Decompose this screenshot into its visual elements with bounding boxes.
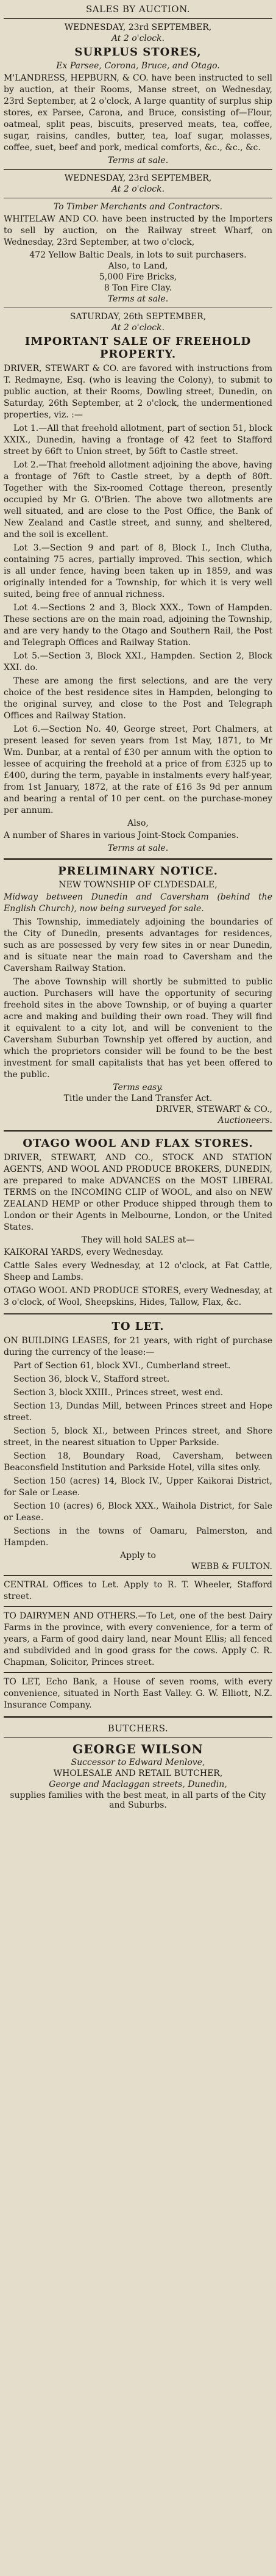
ad-title: SURPLUS STORES, bbox=[74, 46, 202, 59]
ad-title-note: Title under the Land Transfer Act. bbox=[63, 1094, 213, 1103]
section-item: Section 150 (acres) 14, Block IV., Upper Kaikorai District, for Sale or Lease. bbox=[4, 1476, 272, 1498]
lot-item: Lot 4.—Sections 2 and 3, Block XXX., Town of Hampden. These sections are on the main road, adjoining the Township, and are very handy to the Otago and Southern Rail, the Post and Telegraph Offices and Railway Station. bbox=[4, 603, 272, 648]
ad-title: IMPORTANT SALE OF FREEHOLD PROPERTY. bbox=[24, 335, 252, 361]
section-item: Section 5, block XI., between Princes street, and Shore street, in the nearest situation to Upper Parkside. bbox=[4, 1426, 272, 1448]
firm-name: DRIVER, STEWART & CO., bbox=[155, 1105, 272, 1114]
sale-location: Cattle Sales every Wednesday, at 12 o'clock, at Fat Cattle, Sheep and Lambs. bbox=[4, 1261, 272, 1282]
ad-intro: DRIVER, STEWART & CO. are favored with instructions from T. Redmayne, Esq. (who is leaving the Colony), to submit to public auction, at their Rooms, Dowling street, Dunedin, on Saturday, 26th September, at 2 o'clock, the undermentioned properties, viz. :— bbox=[4, 364, 272, 420]
ad-body: TO DAIRYMEN AND OTHERS.—To Let, one of the best Dairy Farms in the province, with every convenience, for a term of years, a Farm of good dairy land, near Mount Ellis; all fenced and subdivided and in good grass for the cows. Apply C. R. Chapman, Solicitor, Princes street. bbox=[4, 1611, 272, 1667]
terms: Terms at sale. bbox=[107, 156, 169, 165]
newspaper-column bbox=[4, 0, 272, 1810]
divider bbox=[4, 1575, 272, 1576]
sale-time: At 2 o'clock. bbox=[111, 184, 165, 194]
divider bbox=[4, 1716, 272, 1718]
successor-note: Successor to Edward Menlove, bbox=[71, 1758, 205, 1767]
address: George and Maclaggan streets, Dunedin, bbox=[49, 1780, 227, 1789]
ad-title: PRELIMINARY NOTICE. bbox=[58, 865, 218, 878]
ad-body: CENTRAL Offices to Let. Apply to R. T. Wheeler, Stafford street. bbox=[4, 1580, 272, 1601]
ad-title: TO LET. bbox=[111, 1320, 165, 1333]
ad-also: Also, to Land, bbox=[108, 261, 168, 271]
lot-item: Lot 2.—That freehold allotment adjoining the above, having a frontage of 76ft to Castle street, by a depth of 80ft. Together with the Six-roomed Cottage thereon, presently occupied by Mr G. O'Brien. The above two allotments are well situated, and are close to the Post Office, the Bank of New Zealand and Castle street, and sunny, and sheltered, and the soil is excellent. bbox=[4, 460, 272, 539]
proprietor-name: GEORGE WILSON bbox=[73, 1742, 203, 1756]
section-item: Sections in the towns of Oamaru, Palmerston, and Hampden. bbox=[4, 1526, 272, 1548]
divider bbox=[4, 1672, 272, 1673]
section-header: BUTCHERS. bbox=[107, 1723, 169, 1734]
divider bbox=[4, 1737, 272, 1738]
section-item: Part of Section 61, block XVI., Cumberland street. bbox=[13, 1361, 231, 1371]
section-header: SALES BY AUCTION. bbox=[85, 4, 191, 15]
lot-item: These are among the first selections, and are the very choice of the best residence sites in Hampden, belonging to the original survey, and close to the Post and Telegraph Offices and Railway Station. bbox=[4, 676, 272, 721]
lot-item: Lot 6.—Section No. 40, George street, Port Chalmers, at present leased for seven years from 1st May, 1871, to Mr Wm. Dunbar, at a rental of £30 per annum with the option to lessee of acquiring the freehold at a price of from £325 up to £400, during the term, payable in instalments every half-year, from 1st January, 1872, at the rate of £16 3s 9d per annum and bearing a rental of 10 per cent. on the purchase-money per annum. bbox=[4, 724, 272, 815]
divider bbox=[4, 18, 272, 19]
lot-item: Lot 3.—Section 9 and part of 8, Block I., Inch Clutha, containing 75 acres, partially improved. This section, which is all under fence, having been taken up in 1859, and was originally intended for a Township, for which it is very well suited, being free of annual richness. bbox=[4, 543, 272, 599]
sale-date: SATURDAY, 26th SEPTEMBER, bbox=[69, 312, 207, 322]
sale-date: WEDNESDAY, 23rd SEPTEMBER, bbox=[64, 23, 212, 32]
terms: Terms at sale. bbox=[107, 294, 169, 304]
ad-item: 472 Yellow Baltic Deals, in lots to suit purchasers. bbox=[29, 250, 247, 260]
apply-to: Apply to bbox=[120, 1551, 156, 1560]
trade: WHOLESALE AND RETAIL BUTCHER, bbox=[53, 1769, 223, 1778]
ad-body: WHITELAW AND CO. have been instructed by the Importers to sell by auction, on the Railway street Wharf, on Wednesday, 23rd September, at two o'clock, bbox=[4, 214, 272, 247]
divider bbox=[4, 858, 272, 860]
terms: Terms easy. bbox=[113, 1083, 163, 1092]
divider bbox=[4, 169, 272, 170]
lot-item: Lot 1.—All that freehold allotment, part of section 51, block XXIX., Dunedin, having a frontage of 42 feet to Stafford street by 66ft to Union street, by 56ft to Castle street. bbox=[4, 424, 272, 456]
supply-note: supplies families with the best meat, in all parts of the City and Suburbs. bbox=[10, 1791, 266, 1810]
ad-body: M'LANDRESS, HEPBURN, & CO. have been instructed to sell by auction, at their Rooms, Manse street, on Wednesday, 23rd September, at 2 o'clock, A large quantity of surplus ship stores, ex Parsee, Carona, and Bruce, consisting of—Flour, oatmeal, split peas, biscuits, preserved meats, tea, coffee, sugar, raisins, candles, butter, tea, loaf sugar, molasses, coffee, suet, beef and pork, medical comforts, &c., &c., &c. bbox=[4, 73, 272, 153]
section-item: Section 13, Dundas Mill, between Princes street and Hope street. bbox=[4, 1401, 272, 1423]
ad-body: This Township, immediately adjoining the boundaries of the City of Dunedin, presents advantages for residences, such as are possessed by very few sites in or near Dunedin, and is situate near the main road to Caversham and the Caversham Railway Station. bbox=[4, 917, 272, 973]
section-item: Section 18, Boundary Road, Caversham, between Beaconsfield Institution and Parkside Hotel, villa sites only. bbox=[4, 1451, 272, 1473]
ad-subtitle: NEW TOWNSHIP OF CLYDESDALE, bbox=[58, 880, 218, 890]
terms: Terms at sale. bbox=[107, 843, 169, 853]
sale-time: At 2 o'clock. bbox=[111, 323, 165, 333]
ad-audience: To Timber Merchants and Contractors. bbox=[53, 202, 223, 212]
ad-shares: A number of Shares in various Joint-Stock Companies. bbox=[4, 831, 239, 840]
firm-role: Auctioneers. bbox=[218, 1116, 272, 1125]
ad-subtitle: Ex Parsee, Corona, Bruce, and Otago. bbox=[56, 61, 220, 71]
ad-title: OTAGO WOOL AND FLAX STORES. bbox=[23, 1137, 253, 1150]
ad-body: DRIVER, STEWART, AND CO., STOCK AND STATION AGENTS, AND WOOL AND PRODUCE BROKERS, DUNEDIN, are prepared to make ADVANCES on the MOST LIBERAL TERMS on the INCOMING CLIP of WOOL, and also on NEW ZEALAND HEMP or other Produce shipped through them to London or their Agents in Melbourne, London, or the United States. bbox=[4, 1153, 272, 1232]
sale-location: OTAGO WOOL AND PRODUCE STORES, every Wednesday, at 3 o'clock, of Wool, Sheepskins, Hides, Tallow, Flax, &c. bbox=[4, 1286, 272, 1307]
divider bbox=[4, 1606, 272, 1607]
section-item: Section 3, block XXIII., Princes street, west end. bbox=[13, 1388, 224, 1398]
section-item: Section 36, block V., Stafford street. bbox=[13, 1374, 170, 1384]
ad-body: The above Township will shortly be submitted to public auction. Purchasers will have the opportunity of securing freehold sites in the above Township, or of buying a quarter acre and making and building their own road. They will find it equivalent to a city lot, and will be convenient to the Caversham Suburban Township yet offered by auction, and which the proprietors consider will be found to be the best investment for small capitalists that has yet been offered to the public. bbox=[4, 977, 272, 1080]
ad-subtitle: ON BUILDING LEASES, for 21 years, with right of purchase during the currency of the lease:— bbox=[4, 1336, 272, 1357]
sale-time: At 2 o'clock. bbox=[111, 34, 165, 43]
divider bbox=[4, 1313, 272, 1315]
ad-also: Also, bbox=[127, 818, 149, 828]
section-item: Section 10 (acres) 6, Block XXX., Waihola District, for Sale or Lease. bbox=[4, 1501, 272, 1523]
ad-item: 8 Ton Fire Clay. bbox=[104, 283, 172, 293]
ad-item: 5,000 Fire Bricks, bbox=[99, 272, 177, 282]
ad-location: Midway between Dunedin and Caversham (behind the English Church), now being surveyed for sale. bbox=[4, 892, 272, 914]
sales-intro: They will hold SALES at— bbox=[81, 1235, 195, 1245]
agent-name: WEBB & FULTON. bbox=[191, 1562, 272, 1571]
sale-location: KAIKORAI YARDS, every Wednesday. bbox=[4, 1247, 164, 1257]
divider bbox=[4, 1130, 272, 1132]
lot-item: Lot 5.—Section 3, Block XXI., Hampden. Section 2, Block XXI. do. bbox=[4, 651, 272, 673]
sale-date: WEDNESDAY, 23rd SEPTEMBER, bbox=[64, 173, 212, 183]
ad-body: TO LET, Echo Bank, a House of seven rooms, with every convenience, situated in North East Valley. G. W. Elliott, N.Z. Insurance Company. bbox=[4, 1677, 272, 1710]
